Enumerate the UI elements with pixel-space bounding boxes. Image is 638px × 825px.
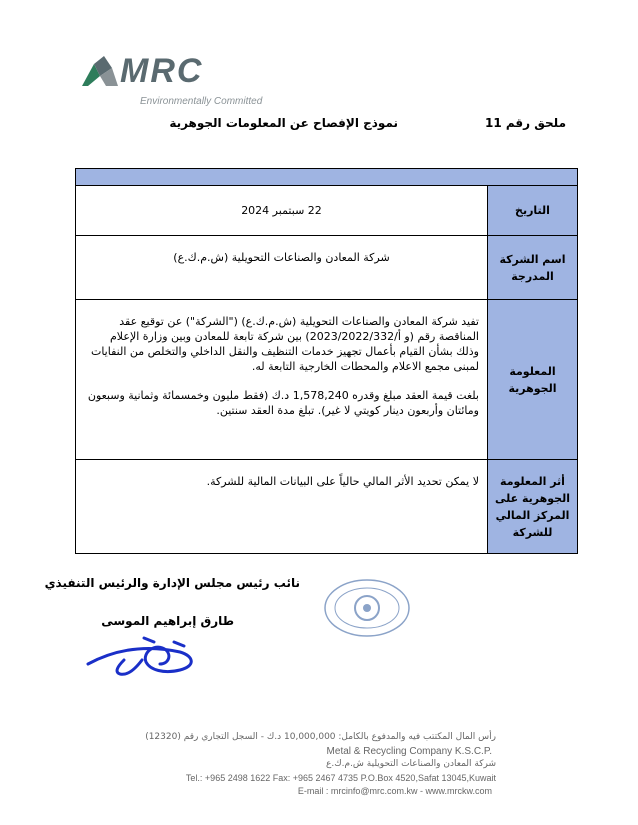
material-info-label: المعلومة الجوهرية xyxy=(488,300,578,460)
disclosure-table xyxy=(75,168,578,554)
logo-wordmark: MRC xyxy=(120,52,204,90)
material-info-paragraph-2: بلغت قيمة العقد مبلغ وقدره 1,578,240 د.ك (فقط مليون وخمسمائة وثمانية وسبعون ومائتان وأربعون دينار كويتي لا غير). تبلغ مدة العقد سنتين. xyxy=(87,389,479,417)
mrc-logo-mark-icon xyxy=(80,54,120,88)
annex-number: ملحق رقم 11 xyxy=(484,116,566,130)
financial-impact-value: لا يمكن تحديد الأثر المالي حالياً على البيانات المالية للشركة. xyxy=(76,460,488,554)
handwritten-signature xyxy=(84,620,204,680)
row-material-info xyxy=(76,300,578,460)
footer-contact-line: Tel.: +965 2498 1622 Fax: +965 2467 4735 P.O.Box 4520,Safat 13045,Kuwait xyxy=(185,773,496,783)
footer-company-name-en: Metal & Recycling Company K.S.C.P. xyxy=(326,746,492,757)
company-label: اسم الشركة المدرجة xyxy=(488,236,578,300)
footer-capital-line: رأس المال المكتتب فيه والمدفوع بالكامل: 10,000,000 د.ك - السجل التجاري رقم (12320) xyxy=(145,732,496,742)
row-date xyxy=(76,186,578,236)
date-label: التاريخ xyxy=(488,186,578,236)
table-header-bar xyxy=(76,169,578,186)
company-logo xyxy=(80,48,280,108)
footer-company-name-ar: شركة المعادن والصناعات التحويلية ش.م.ك.ع xyxy=(325,759,496,769)
form-title: نموذج الإفصاح عن المعلومات الجوهرية xyxy=(169,116,398,130)
company-seal-icon xyxy=(322,578,412,638)
row-company xyxy=(76,236,578,300)
date-value: 22 سبتمبر 2024 xyxy=(76,186,488,236)
logo-tagline: Environmentally Committed xyxy=(140,96,263,107)
signatory-title: نائب رئيس مجلس الإدارة والرئيس التنفيذي xyxy=(44,576,300,590)
financial-impact-label: أثر المعلومة الجوهرية على المركز المالي للشركة xyxy=(488,460,578,554)
footer-web-line: E-mail : mrcinfo@mrc.com.kw - www.mrckw.com xyxy=(297,786,492,796)
signatory-name: طارق إبراهيم الموسى xyxy=(101,614,234,628)
material-info-value xyxy=(76,300,488,460)
company-value: شركة المعادن والصناعات التحويلية (ش.م.ك.ع) xyxy=(76,236,488,300)
row-financial-impact xyxy=(76,460,578,554)
material-info-paragraph-1: تفيد شركة المعادن والصناعات التحويلية (ش.م.ك.ع) ("الشركة") عن توقيع عقد المناقصة رقم (و أ/2023/2022/332) بين شركة تابعة للمعادن وبين وزارة الإعلام وذلك بشأن القيام بأعمال تجهيز خدمات التنظيف والنقل الداخلي والتخلص من النفايات لمبنى مجمع الاعلام والمحطات الخارجية التابعة له. xyxy=(90,315,479,373)
